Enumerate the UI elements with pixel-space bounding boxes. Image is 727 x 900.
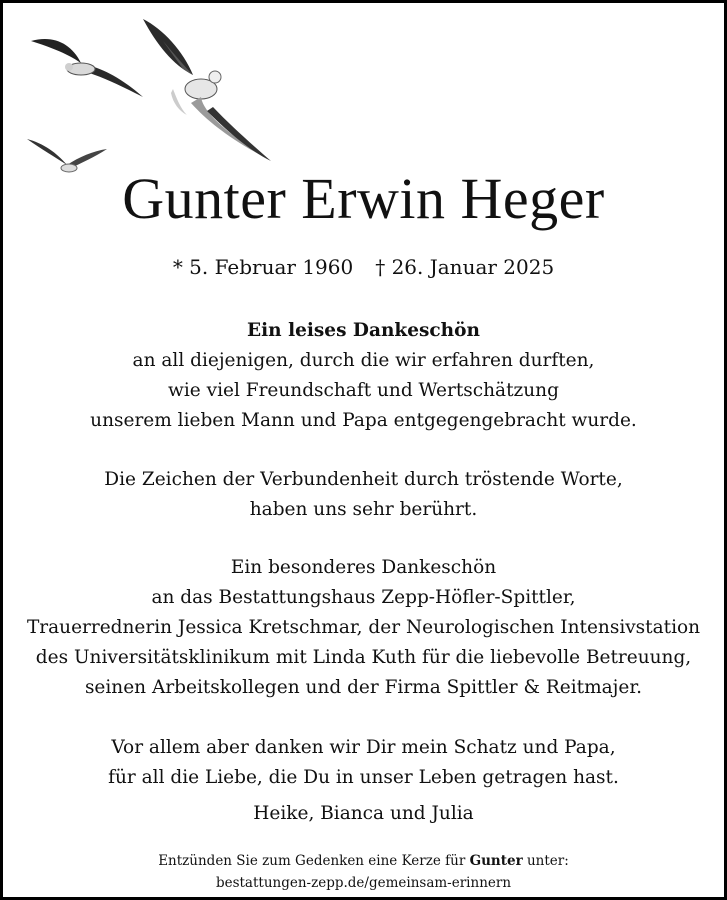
paragraph-special-thanks xyxy=(3,553,724,703)
death-date: † 26. Januar 2025 xyxy=(375,255,555,279)
paragraph-sympathy xyxy=(3,465,724,525)
life-dates xyxy=(3,255,724,279)
seagull-center-icon xyxy=(143,19,271,161)
text-line: des Universitätsklinikum mit Linda Kuth für die liebevolle Betreuung, xyxy=(35,647,692,668)
text-line: für all die Liebe, die Du in unser Leben getragen hast. xyxy=(108,767,619,788)
text-line: an all diejenigen, durch die wir erfahren durften, xyxy=(132,350,595,371)
footer xyxy=(3,850,724,894)
text-line: seinen Arbeitskollegen und der Firma Spittler & Reitmajer. xyxy=(84,677,643,698)
text-line: Vor allem aber danken wir Dir mein Schatz und Papa, xyxy=(111,737,616,758)
deceased-name: Gunter Erwin Heger xyxy=(122,166,605,231)
paragraph-personal xyxy=(3,733,724,793)
candle-invitation xyxy=(3,850,724,872)
memorial-url-link[interactable]: bestattungen-zepp.de/gemeinsam-erinnern xyxy=(215,875,512,891)
seagull-left-icon xyxy=(31,39,143,97)
thanks-intro xyxy=(3,316,724,436)
text-line: wie viel Freundschaft und Wertschätzung xyxy=(168,380,559,401)
text-line: unserem lieben Mann und Papa entgegengebracht wurde. xyxy=(90,410,637,431)
thanks-title: Ein leises Dankeschön xyxy=(247,320,480,341)
seagulls-image xyxy=(23,11,283,191)
footer-name: Gunter xyxy=(469,853,523,869)
text-line: Die Zeichen der Verbundenheit durch tröstende Worte, xyxy=(104,469,623,490)
birth-date: * 5. Februar 1960 xyxy=(172,255,354,279)
footer-prefix: Entzünden Sie zum Gedenken eine Kerze für xyxy=(158,853,470,869)
text-line: haben uns sehr berührt. xyxy=(249,499,478,520)
signature: Heike, Bianca und Julia xyxy=(253,803,474,824)
footer-suffix: unter: xyxy=(522,853,569,869)
text-line: an das Bestattungshaus Zepp-Höfler-Spittler, xyxy=(151,587,576,608)
text-line: Ein besonderes Dankeschön xyxy=(230,557,497,578)
text-line: Trauerrednerin Jessica Kretschmar, der Neurologischen Intensivstation xyxy=(26,617,701,638)
